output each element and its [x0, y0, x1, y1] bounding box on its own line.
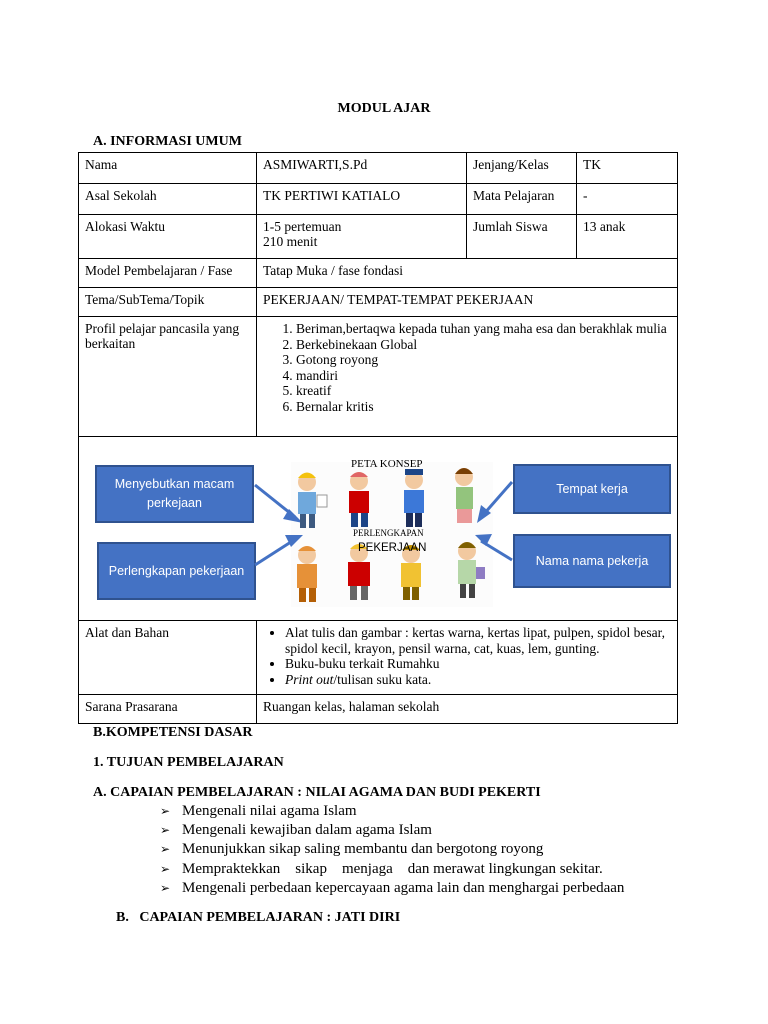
label-jenjang: Jenjang/Kelas	[467, 153, 577, 184]
section-b-heading: B.KOMPETENSI DASAR	[93, 725, 253, 740]
value-alat	[257, 621, 678, 695]
alat-list	[263, 625, 671, 687]
table-row	[79, 317, 678, 437]
value-alokasi	[257, 215, 467, 259]
table-row	[79, 153, 678, 184]
info-table	[78, 152, 678, 724]
value-nama: ASMIWARTI,S.Pd	[257, 153, 467, 184]
arrow-bullet-icon: ➢	[160, 880, 171, 895]
capaian-a-list	[160, 802, 624, 898]
list-item-text: Mengenali kewajiban dalam agama Islam	[182, 822, 432, 839]
label-sarana: Sarana Prasarana	[79, 695, 257, 724]
list-item-text: Menunjukkan sikap saling membantu dan bergotong royong	[182, 841, 544, 858]
concept-map-title: PETA KONSEP	[351, 458, 423, 470]
label-nama: Nama	[79, 153, 257, 184]
box-perlengkapan: Perlengkapan pekerjaan	[97, 542, 256, 600]
arrow-bullet-icon: ➢	[160, 861, 171, 876]
table-row	[79, 288, 678, 317]
list-item: • Alat tulis dan gambar : kertas warna, kertas lipat, pulpen, spidol besar, spidol kecil, krayon, pensil warna, cat, kuas, lem, gunting.	[285, 625, 671, 656]
tujuan-heading: 1. TUJUAN PEMBELAJARAN	[93, 755, 284, 770]
worker-icon	[455, 468, 473, 523]
list-item	[160, 821, 624, 840]
profil-list	[263, 321, 671, 414]
label-tema: Tema/SubTema/Topik	[79, 288, 257, 317]
label-siswa: Jumlah Siswa	[467, 215, 577, 259]
section-a-heading: A. INFORMASI UMUM	[93, 134, 242, 149]
list-item: 6. Bernalar kritis	[296, 399, 671, 415]
list-item: 5. kreatif	[296, 383, 671, 399]
alokasi-line-1: 1-5 pertemuan	[263, 219, 342, 234]
label-alat: Alat dan Bahan	[79, 621, 257, 695]
concept-map-subtitle-small: PERLENGKAPAN	[353, 528, 424, 538]
list-item: 4. mandiri	[296, 368, 671, 384]
value-profil	[257, 317, 678, 437]
value-siswa: 13 anak	[577, 215, 678, 259]
print-out-italic: Print out	[285, 671, 334, 687]
concept-map-subtitle: PEKERJAAN	[358, 542, 427, 554]
list-item	[285, 672, 671, 688]
table-row	[79, 184, 678, 215]
capaian-a-heading: A. CAPAIAN PEMBELAJARAN : NILAI AGAMA DAN BUDI PEKERTI	[93, 785, 541, 800]
value-mapel: -	[577, 184, 678, 215]
list-item: • Buku-buku terkait Rumahku	[285, 656, 671, 672]
list-item-text: Mengenali perbedaan kepercayaan agama lain dan menghargai perbedaan	[182, 879, 625, 896]
list-item-text: Mempraktekkan sikap menjaga dan merawat lingkungan sekitar.	[182, 860, 603, 877]
table-row	[79, 621, 678, 695]
value-tema: PEKERJAAN/ TEMPAT-TEMPAT PEKERJAAN	[257, 288, 678, 317]
list-item-text: Mengenali nilai agama Islam	[182, 803, 357, 819]
value-sarana: Ruangan kelas, halaman sekolah	[257, 695, 678, 724]
table-row	[79, 437, 678, 621]
value-sekolah: TK PERTIWI KATIALO	[257, 184, 467, 215]
list-item	[160, 802, 624, 821]
list-item: 1. Beriman,bertaqwa kepada tuhan yang maha esa dan berakhlak mulia	[296, 321, 671, 337]
capaian-b-heading: B. CAPAIAN PEMBELAJARAN : JATI DIRI	[116, 910, 401, 925]
box-tempat-kerja: Tempat kerja	[513, 464, 671, 514]
box-nama-pekerja: Nama nama pekerja	[513, 534, 671, 588]
concept-map-cell	[79, 437, 678, 621]
alokasi-line-2: 210 menit	[263, 234, 318, 249]
table-row	[79, 215, 678, 259]
table-row	[79, 695, 678, 724]
document-title: MODUL AJAR	[337, 101, 431, 116]
list-item	[160, 840, 624, 859]
table-row	[79, 259, 678, 288]
label-mapel: Mata Pelajaran	[467, 184, 577, 215]
list-item: 3. Gotong royong	[296, 352, 671, 368]
arrow-bullet-icon: ➢	[160, 823, 171, 838]
box-menyebutkan: Menyebutkan macam perkejaan	[95, 465, 254, 523]
label-alokasi: Alokasi Waktu	[79, 215, 257, 259]
arrow-bullet-icon: ➢	[160, 842, 171, 857]
concept-map	[79, 437, 677, 613]
print-out-rest: /tulisan suku kata.	[333, 671, 432, 687]
label-profil: Profil pelajar pancasila yang berkaitan	[79, 317, 257, 437]
list-item: 2. Berkebinekaan Global	[296, 337, 671, 353]
value-model: Tatap Muka / fase fondasi	[257, 259, 678, 288]
value-jenjang: TK	[577, 153, 678, 184]
label-sekolah: Asal Sekolah	[79, 184, 257, 215]
arrow-bullet-icon: ➢	[160, 804, 171, 818]
label-model: Model Pembelajaran / Fase	[79, 259, 257, 288]
list-item	[160, 879, 624, 898]
list-item	[160, 860, 624, 879]
